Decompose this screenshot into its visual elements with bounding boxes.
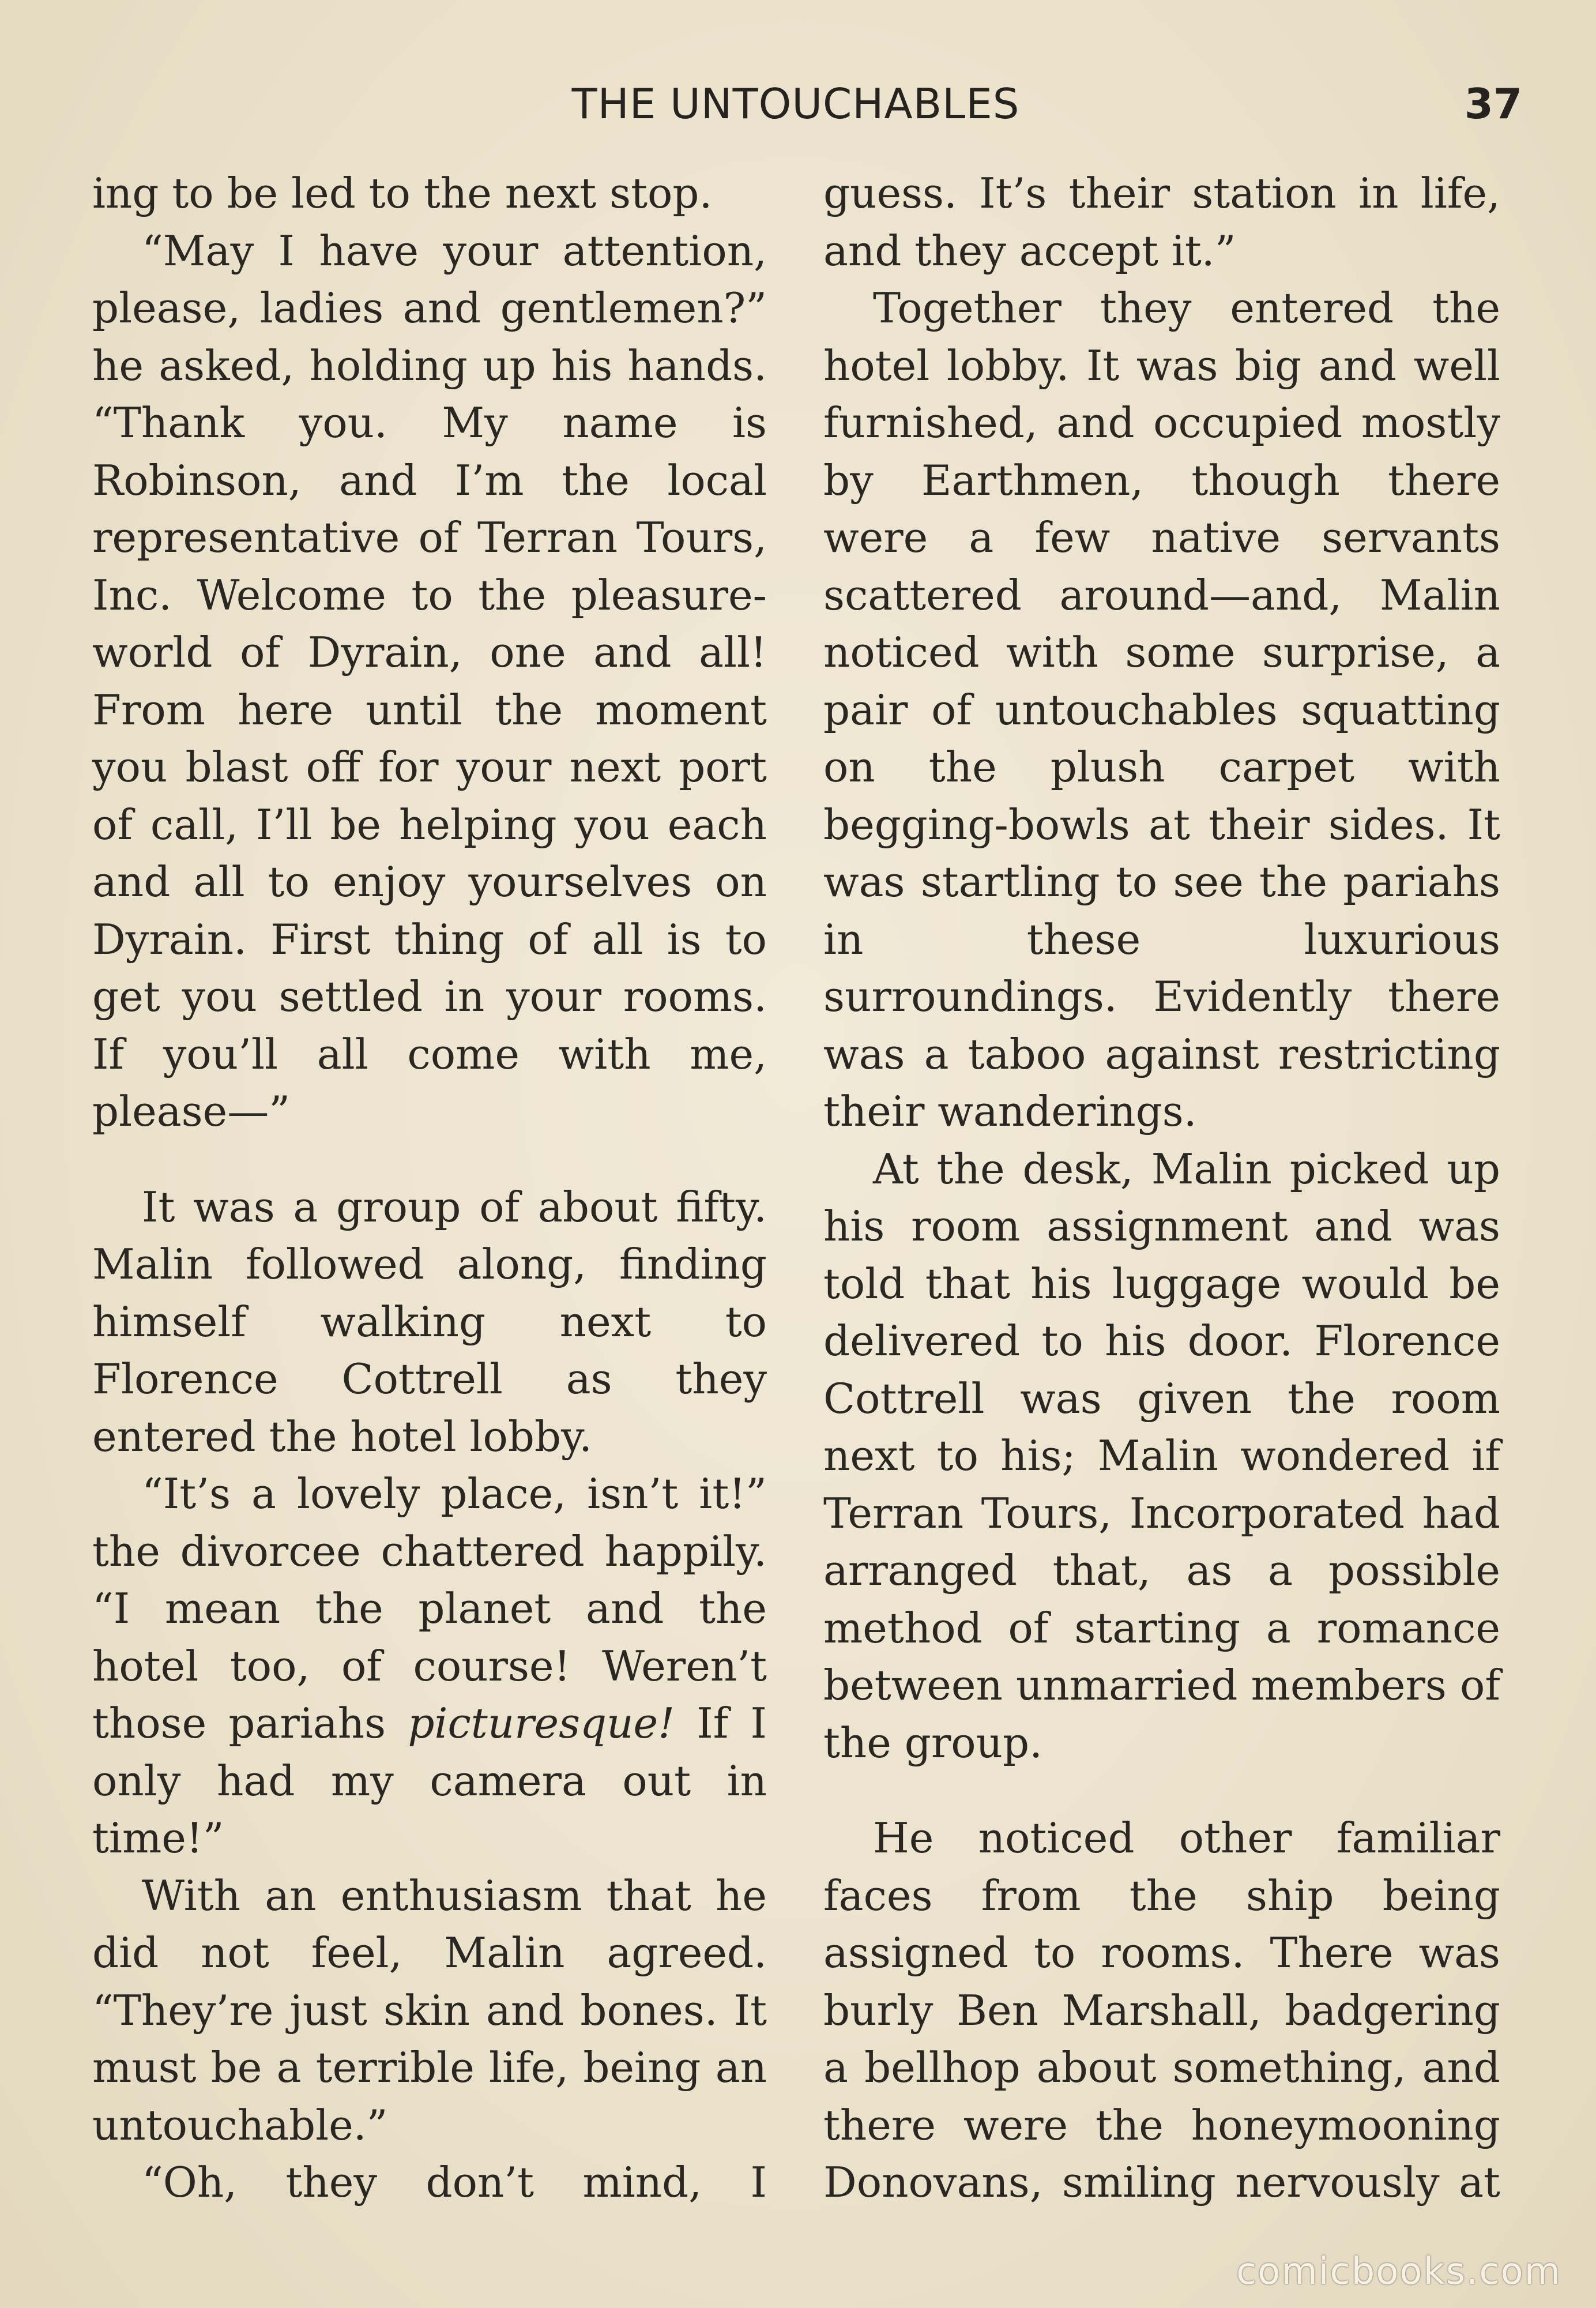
paragraph: It was a group of about fifty. Malin followed along, finding himself walking next to Florence Cottrell as they entered the hotel lobby. (92, 1182, 767, 1461)
watermark: comicbooks.com (1236, 2250, 1561, 2293)
paragraph: “May I have your attention, please, ladies and gentlemen?” he asked, holding up his hands. “Thank you. My name is Robinson, and I’m the local representative of Terran Tours, Inc. Welcome to the pleasure-world of Dyrain, one and all! From here until the moment you blast off for your next port of call, I’ll be helping you each and all to enjoy yourselves on Dyrain. First thing of all is to get you settled in your rooms. If you’ll all come with me, please—” (92, 226, 767, 1136)
paragraph: Together they entered the hotel lobby. It was big and well furnished, and occupied mostly by Earthmen, though there were a few native servants scattered around—and, Malin noticed with some surprise, a pair of untouchables squatting on the plush carpet with begging-bowls at their sides. It was startling to see the pariahs in these luxurious surroundings. Evidently there was a taboo against restricting their wanderings. (823, 284, 1500, 1136)
left-column (92, 165, 767, 2212)
paragraph: At the desk, Malin picked up his room assignment and was told that his luggage would be delivered to his door. Florence Cottrell was given the room next to his; Malin wondered if Terran Tours, Incorporated had arranged that, as a possible method of starting a romance between unmarried members of the group. (823, 1144, 1500, 1767)
paragraph: ing to be led to the next stop. (92, 169, 713, 217)
paragraph: With an enthusiasm that he did not feel, Malin agreed. “They’re just skin and bones. It must be a terrible life, being an untouchable.” (92, 1871, 767, 2149)
paragraph: “Oh, they don’t mind, I (142, 2158, 767, 2206)
paragraph-text: “It’s a lovely place, isn’t it!” the divorcee chattered happily. “I mean the planet and the hotel too, of course! Weren’t those pariahs (92, 1469, 767, 1747)
paragraph-text: If I only had my camera out in time!” (92, 1699, 767, 1862)
paragraph (92, 1465, 767, 1867)
right-column (823, 165, 1500, 2212)
page-number: 37 (1464, 80, 1522, 128)
paragraph: guess. It’s their station in life, and they accept it.” (823, 169, 1500, 275)
running-head: THE UNTOUCHABLES (571, 80, 1020, 128)
paragraph: He noticed other familiar faces from the ship being assigned to rooms. There was burly Ben Marshall, badgering a bellhop about something, and there were the honeymooning Donovans, smiling nervously at (823, 1814, 1500, 2206)
emphasis-text: picturesque! (408, 1699, 675, 1747)
